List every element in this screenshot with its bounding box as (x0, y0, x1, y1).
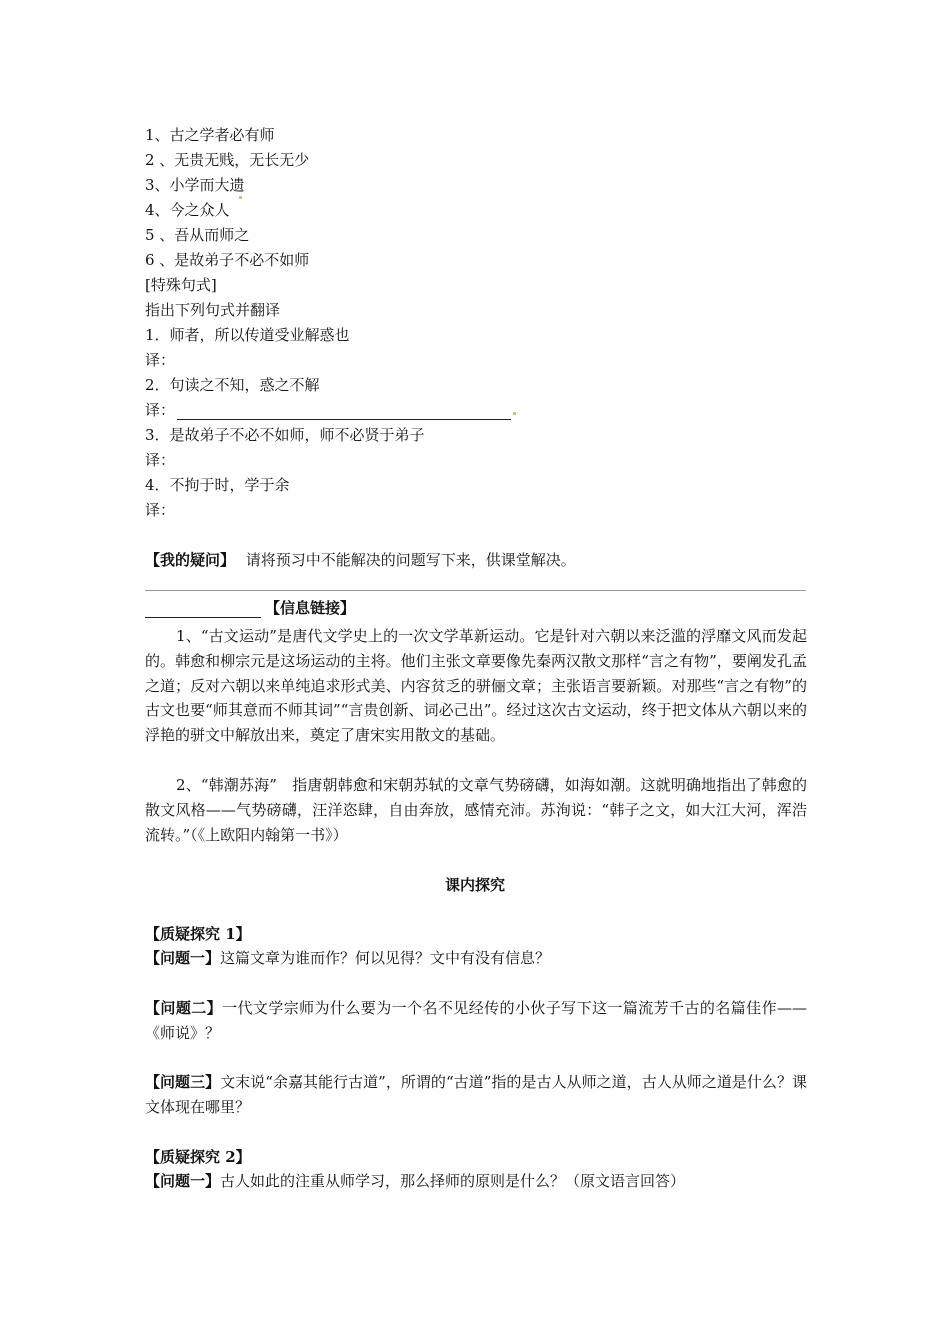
question-1-text: 这篇文章为谁而作？何以见得？文中有没有信息？ (220, 949, 551, 967)
vocab-item-4: 4、今之众人 (145, 201, 230, 219)
my-questions-label: 【我的疑问】 (145, 551, 236, 569)
vocab-item-2: 2 、无贵无贱，无长无少 (145, 151, 310, 169)
sentence-answer-2-row (145, 400, 511, 420)
inquiry-1-question-2 (145, 996, 807, 1046)
sentence-answer-2: 译： (145, 401, 176, 419)
sentence-question-3: 3．是故弟子不必不如师，师不必贤于弟子 (145, 426, 425, 444)
question-1-label: 【问题一】 (145, 949, 221, 967)
inquiry-1-question-3 (145, 1070, 807, 1120)
vocab-item-3: 3、小学而大遗 (145, 176, 245, 194)
sentence-question-4: 4．不拘于时，学于余 (145, 476, 290, 494)
inquiry-2-question-1-text: 古人如此的注重从师学习，那么择师的原则是什么？（原文语言回答） (220, 1172, 686, 1190)
info-link-label: 【信息链接】 (265, 599, 356, 617)
inquiry-2-label: 【质疑探究 2】 (145, 1148, 251, 1166)
answer-blank-line (177, 404, 511, 420)
sentence-answer-3: 译： (145, 451, 176, 469)
inquiry-1-question-1 (145, 948, 550, 968)
my-questions-row (145, 550, 576, 570)
info-paragraph-2: 2、“韩潮苏海” 指唐朝韩愈和宋朝苏轼的文章气势磅礴，如海如潮。这就明确地指出了韩愈的散文风格——气势磅礴，汪洋恣肆，自由奔放，感情充沛。苏洵说：“韩子之文，如大江大河，浑浩流转。”（《上欧阳内翰第一书》） (145, 776, 807, 844)
my-questions-text: 请将预习中不能解决的问题写下来，供课堂解决。 (245, 551, 576, 569)
stray-mark (513, 412, 516, 415)
sentence-question-2: 2．句读之不知，惑之不解 (145, 376, 320, 394)
question-3-label: 【问题三】 (145, 1073, 221, 1091)
question-3-text: 文末说“余嘉其能行古道”，所谓的“古道”指的是古人从师之道，古人从师之道是什么？课文体现在哪里？ (145, 1073, 807, 1116)
special-sentences-heading: [特殊句式] (145, 276, 217, 294)
info-paragraph-1: 1、“古文运动”是唐代文学史上的一次文学革新运动。它是针对六朝以来泛滥的浮靡文风而发起的。韩愈和柳宗元是这场运动的主将。他们主张文章要像先秦两汉散文那样“言之有物”，要阐发孔孟之道；反对六朝以来单纯追求形式美、内容贫乏的骈俪文章；主张语言要新颖。对那些“言之有物”的古文也要“师其意而不师其词”“言贵创新、词必己出”。经过这次古文运动，终于把文体从六朝以来的浮艳的骈文中解放出来，奠定了唐宋实用散文的基础。 (145, 627, 807, 745)
inquiry-2-question-1-label: 【问题一】 (145, 1172, 221, 1190)
vocab-item-1: 1、古之学者必有师 (145, 126, 275, 144)
section-title: 课内探究 (444, 876, 505, 894)
sentence-answer-1: 译： (145, 351, 176, 369)
inquiry-2-question-1 (145, 1171, 685, 1191)
inquiry-1-label: 【质疑探究 1】 (145, 925, 251, 943)
question-2-label: 【问题二】 (145, 999, 223, 1017)
stray-mark (239, 196, 242, 199)
vocab-item-6: 6 、是故弟子不必不如师 (145, 251, 310, 269)
question-2-text: 一代文学宗师为什么要为一个名不见经传的小伙子写下这一篇流芳千古的名篇佳作——《师说》？ (145, 999, 807, 1042)
info-link-heading-row (145, 598, 355, 618)
sentence-question-1: 1．师者，所以传道受业解惑也 (145, 326, 350, 344)
heading-blank-line (145, 602, 261, 618)
vocab-item-5: 5 、吾从而师之 (145, 226, 250, 244)
divider (145, 590, 806, 591)
sentence-answer-4: 译： (145, 501, 176, 519)
special-sentences-instruction: 指出下列句式并翻译 (145, 301, 281, 319)
